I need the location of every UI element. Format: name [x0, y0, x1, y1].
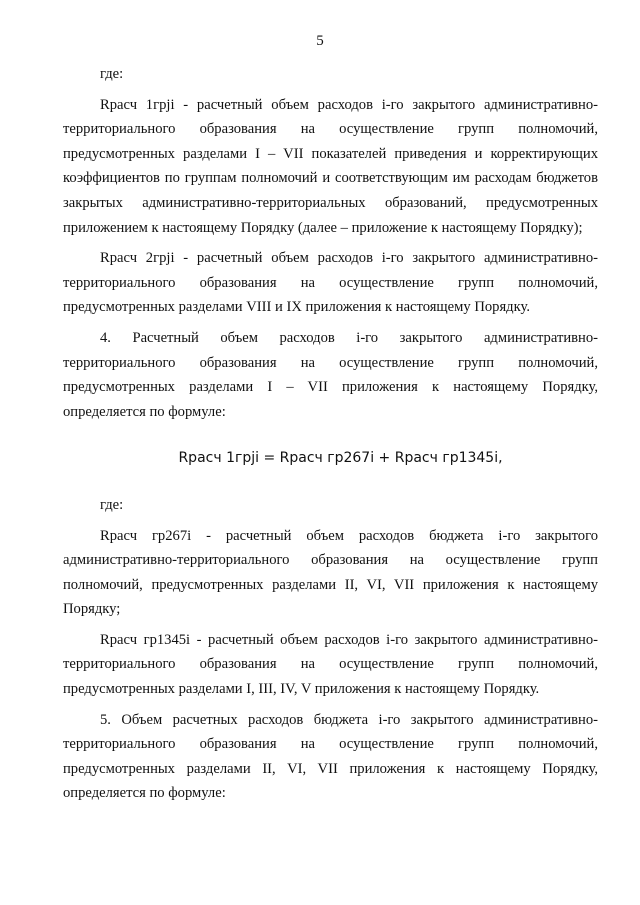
page-number: 5 [316, 33, 324, 49]
definition-rrasch-2grji: Rрасч 2грji - расчетный объем расходов i-го закрытого административно-территориального образования на осуществление групп полномочий, предусмотренных разделами VIII и IX приложения к настоящему Порядку. [63, 250, 598, 316]
definition-rrasch-gr267i: Rрасч гр267i - расчетный объем расходов бюджета i-го закрытого административно-территориального образования на осуществление групп полномочий, предусмотренных разделами II, VI, VII приложения к настоящему Порядку; [63, 527, 598, 618]
where-label: где: [100, 66, 124, 82]
definition-rrasch-gr1345i: Rрасч гр1345i - расчетный объем расходов i-го закрытого административно-территориального образования на осуществление групп полномочий, предусмотренных разделами I, III, IV, V приложения к настоящему Порядку. [63, 631, 598, 698]
paragraph-item-5: 5. Объем расчетных расходов бюджета i-го закрытого административно-территориального образования на осуществление групп полномочий, предусмотренных разделами II, VI, VII приложения к настоящему Порядку, определяется по формуле: [63, 711, 598, 802]
paragraph-item-4: 4. Расчетный объем расходов i-го закрытого административно-территориального образования на осуществление групп полномочий, предусмотренных разделами I – VII приложения к настоящему Порядку, определяется по формуле: [63, 329, 598, 420]
definition-rrasch-1grji: Rрасч 1грji - расчетный объем расходов i-го закрытого административно-территориального образования на осуществление групп полномочий, предусмотренных разделами I – VII показателей приведения и корректирующих коэффициентов по группам полномочий и соответствующим им расходам бюджетов закрытых административно-территориальных образований, предусмотренных приложением к настоящему Порядку (далее – приложение к настоящему Порядку); [63, 96, 598, 236]
where-label-2: где: [100, 496, 124, 513]
formula: Rрасч 1грji = Rрасч гр267i + Rрасч гр1345i, [178, 450, 503, 467]
document-body [63, 62, 598, 806]
